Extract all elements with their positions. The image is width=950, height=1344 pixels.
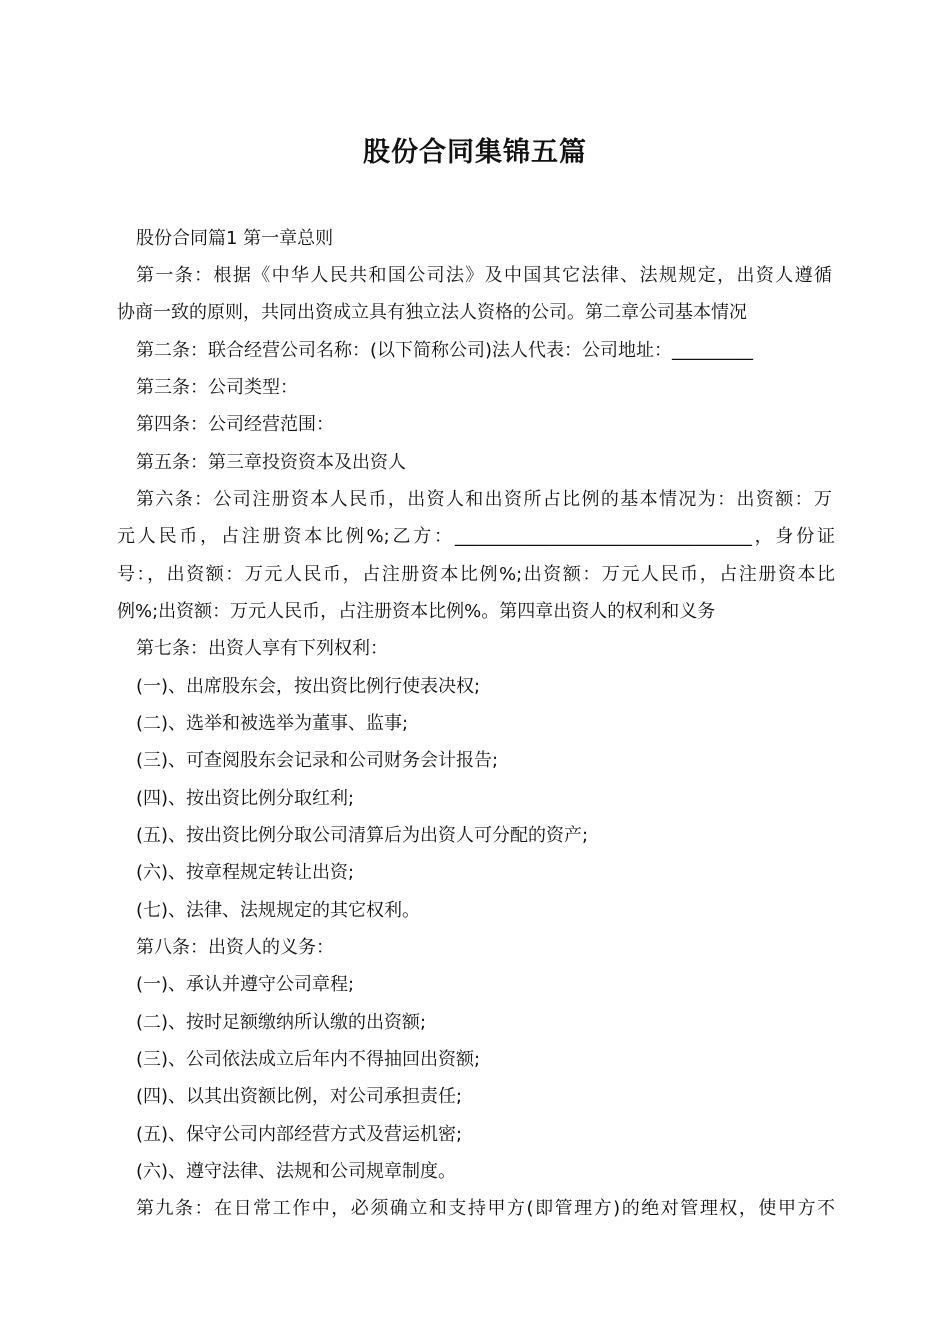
paragraph-line: 第七条：出资人享有下列权利： bbox=[136, 638, 388, 659]
list-item: (六)、按章程规定转让出资; bbox=[136, 862, 355, 883]
paragraph-line: 号：，出资额：万元人民币，占注册资本比例%;出资额：万元人民币，占注册资本比 bbox=[117, 564, 835, 585]
list-item: (一)、承认并遵守公司章程; bbox=[136, 974, 355, 995]
paragraph-line: 第九条：在日常工作中，必须确立和支持甲方(即管理方)的绝对管理权，使甲方不 bbox=[136, 1198, 835, 1219]
paragraph-line: 元人民币，占注册资本比例%;乙方：_________________________________，身份证 bbox=[117, 526, 835, 547]
paragraph-line: 第八条：出资人的义务： bbox=[136, 937, 334, 958]
paragraph-line: 协商一致的原则，共同出资成立具有独立法人资格的公司。第二章公司基本情况 bbox=[117, 302, 747, 323]
list-item: (四)、以其出资额比例，对公司承担责任; bbox=[136, 1086, 463, 1107]
paragraph-line: 第五条：第三章投资资本及出资人 bbox=[136, 452, 406, 473]
paragraph-line: 第三条：公司类型： bbox=[136, 377, 298, 398]
list-item: (七)、法律、法规规定的其它权利。 bbox=[136, 900, 421, 921]
paragraph-line: 股份合同篇1 第一章总则 bbox=[136, 228, 334, 249]
list-item: (二)、按时足额缴纳所认缴的出资额; bbox=[136, 1012, 427, 1033]
list-item: (一)、出席股东会，按出资比例行使表决权; bbox=[136, 676, 481, 697]
document-title: 股份合同集锦五篇 bbox=[363, 137, 587, 168]
paragraph-line: 第六条：公司注册资本人民币，出资人和出资所占比例的基本情况为：出资额：万 bbox=[136, 489, 832, 510]
list-item: (五)、保守公司内部经营方式及营运机密; bbox=[136, 1124, 463, 1145]
paragraph-line: 第四条：公司经营范围： bbox=[136, 414, 334, 435]
list-item: (五)、按出资比例分取公司清算后为出资人可分配的资产; bbox=[136, 825, 589, 846]
list-item: (二)、选举和被选举为董事、监事; bbox=[136, 713, 409, 734]
list-item: (三)、公司依法成立后年内不得抽回出资额; bbox=[136, 1049, 481, 1070]
paragraph-line: 例%;出资额：万元人民币，占注册资本比例%。第四章出资人的权利和义务 bbox=[117, 601, 716, 622]
list-item: (四)、按出资比例分取红利; bbox=[136, 788, 355, 809]
list-item: (三)、可查阅股东会记录和公司财务会计报告; bbox=[136, 750, 499, 771]
paragraph-line: 第二条：联合经营公司名称：(以下简称公司)法人代表：公司地址：_________ bbox=[136, 340, 754, 361]
list-item: (六)、遵守法律、法规和公司规章制度。 bbox=[136, 1161, 457, 1182]
paragraph-line: 第一条：根据《中华人民共和国公司法》及中国其它法律、法规规定，出资人遵循 bbox=[136, 265, 832, 286]
